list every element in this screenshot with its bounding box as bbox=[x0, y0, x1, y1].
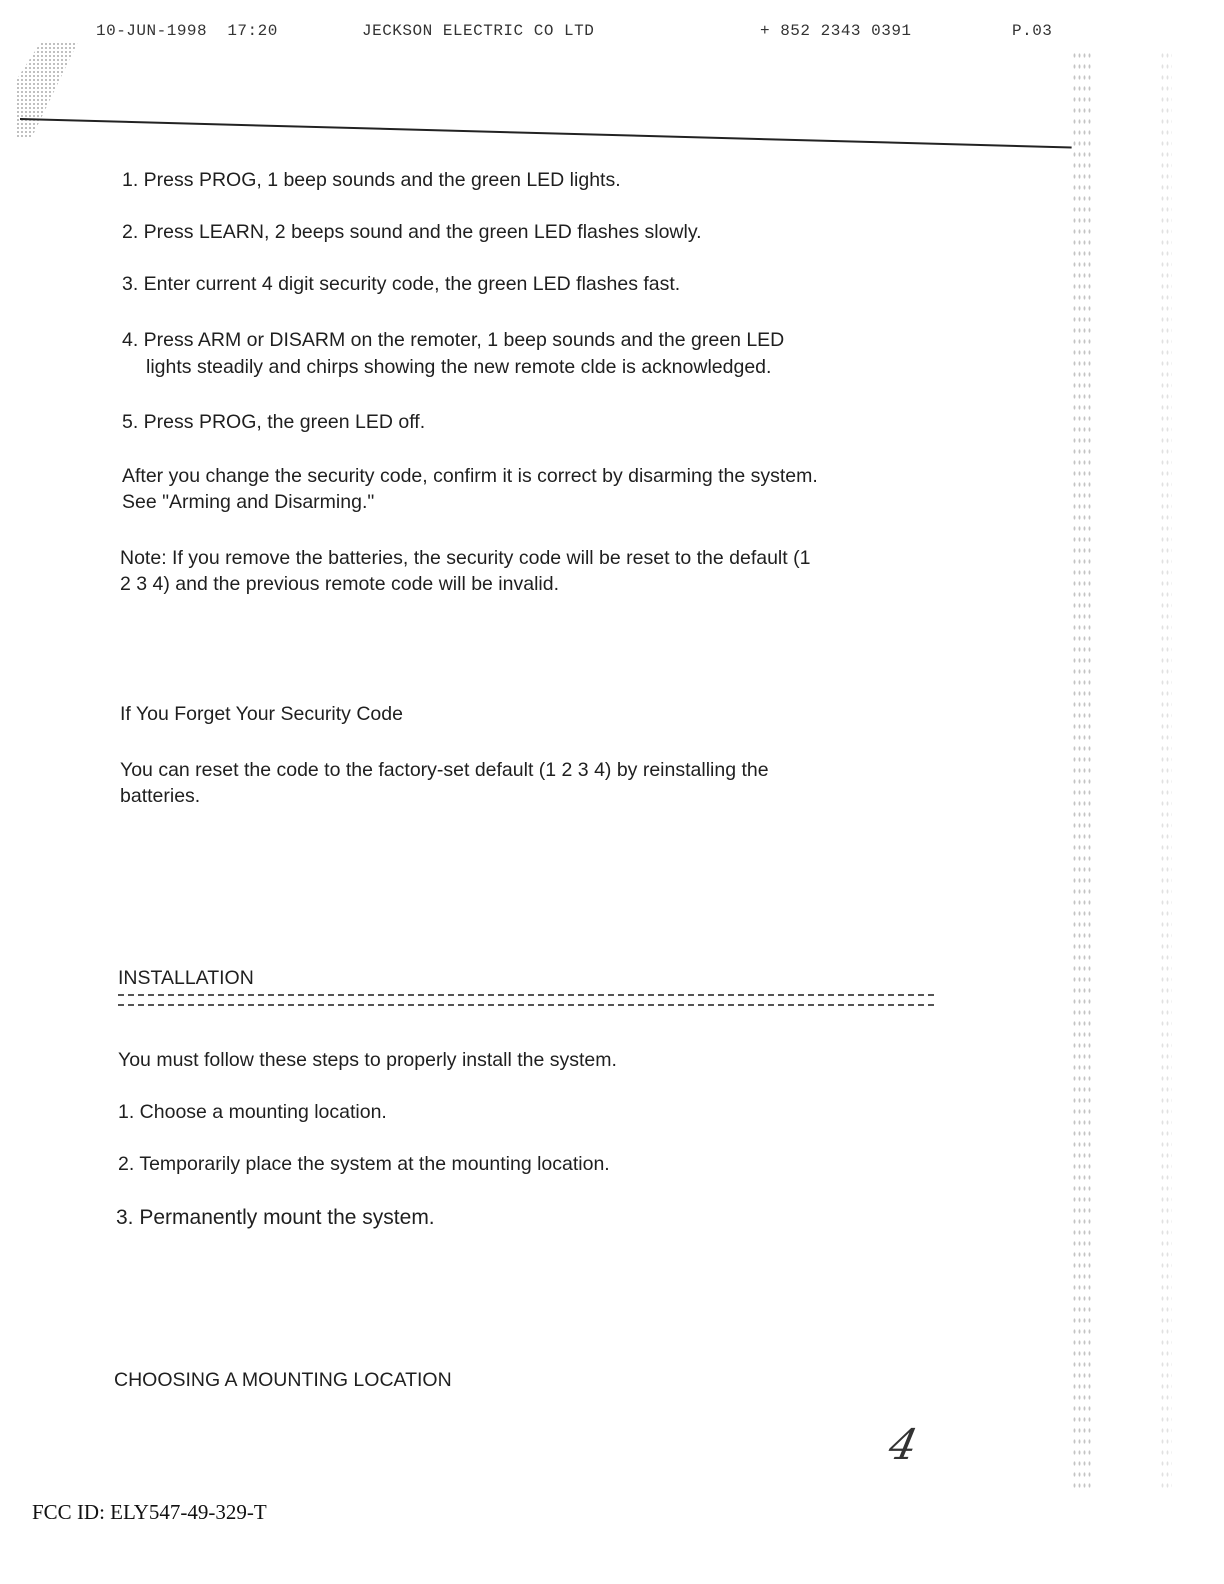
installation-step-1: 1. Choose a mounting location. bbox=[118, 1101, 387, 1123]
forget-code-body-line-1: You can reset the code to the factory-set default (1 2 3 4) by reinstalling the bbox=[120, 759, 769, 781]
installation-step-2: 2. Temporarily place the system at the mounting location. bbox=[118, 1153, 610, 1175]
after-change-line-1: After you change the security code, confirm it is correct by disarming the system. bbox=[122, 465, 818, 487]
fax-page-indicator: P.03 bbox=[1012, 22, 1053, 40]
installation-underline bbox=[118, 994, 934, 1006]
installation-heading: INSTALLATION bbox=[118, 967, 254, 989]
fax-header bbox=[0, 22, 1224, 46]
installation-intro: You must follow these steps to properly install the system. bbox=[118, 1049, 617, 1071]
fax-date-time: 10-JUN-1998 17:20 bbox=[96, 22, 278, 40]
installation-step-3: 3. Permanently mount the system. bbox=[116, 1206, 435, 1229]
remote-step-5: 5. Press PROG, the green LED off. bbox=[122, 411, 426, 433]
forget-code-heading: If You Forget Your Security Code bbox=[120, 703, 403, 725]
after-change-line-2: See "Arming and Disarming." bbox=[122, 491, 375, 513]
note-line-2: 2 3 4) and the previous remote code will be invalid. bbox=[120, 573, 559, 595]
remote-step-4-line-2: lights steadily and chirps showing the new remote clde is acknowledged. bbox=[146, 356, 772, 378]
note-line-1: Note: If you remove the batteries, the security code will be reset to the default (1 bbox=[120, 547, 811, 569]
scan-noise-far-right bbox=[1160, 50, 1172, 1490]
scan-noise-right-edge bbox=[1072, 50, 1092, 1490]
forget-code-body-line-2: batteries. bbox=[120, 785, 201, 807]
fcc-id: FCC ID: ELY547-49-329-T bbox=[32, 1500, 267, 1524]
remote-step-3: 3. Enter current 4 digit security code, the green LED flashes fast. bbox=[122, 273, 681, 295]
remote-step-4-line-1: 4. Press ARM or DISARM on the remoter, 1 beep sounds and the green LED bbox=[122, 329, 785, 351]
handwritten-page-number: 4 bbox=[884, 1420, 922, 1469]
remote-step-1: 1. Press PROG, 1 beep sounds and the green LED lights. bbox=[122, 169, 621, 191]
header-rule bbox=[20, 118, 1072, 148]
fax-sender-company: JECKSON ELECTRIC CO LTD bbox=[362, 22, 595, 40]
remote-step-2: 2. Press LEARN, 2 beeps sound and the green LED flashes slowly. bbox=[122, 221, 702, 243]
scan-noise-corner bbox=[16, 42, 78, 138]
mounting-location-heading: CHOOSING A MOUNTING LOCATION bbox=[114, 1369, 452, 1391]
fax-sender-phone: + 852 2343 0391 bbox=[760, 22, 912, 40]
